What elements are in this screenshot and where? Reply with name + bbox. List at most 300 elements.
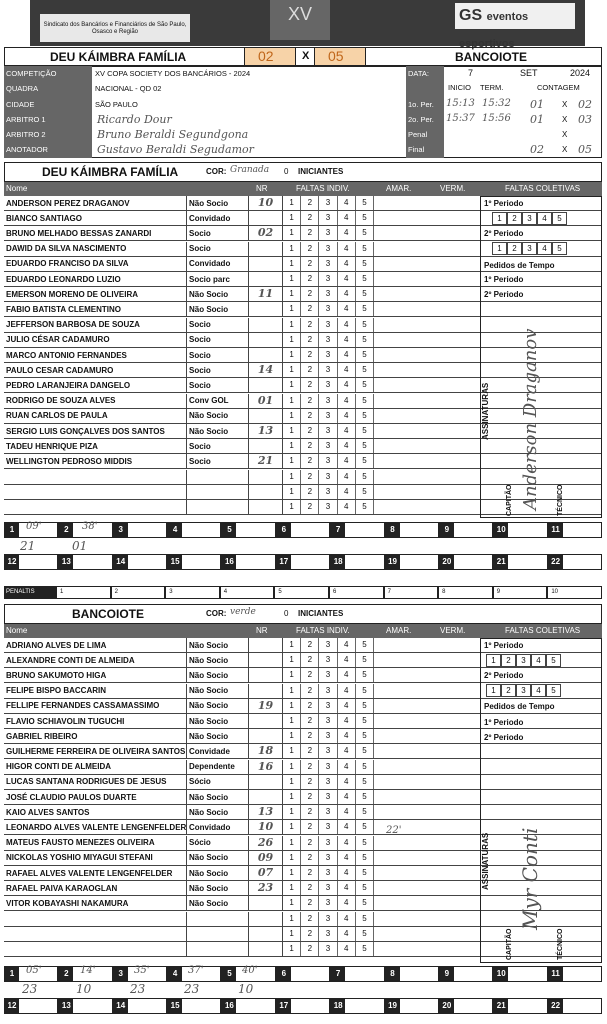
p1-b: 02 (578, 98, 592, 111)
goal-cell (276, 522, 330, 538)
fault-box: 2 (301, 226, 319, 240)
fault-box: 2 (301, 729, 319, 743)
player-status: Socio (186, 333, 248, 347)
player-faults (282, 226, 374, 240)
player-name: EMERSON MORENO DE OLIVEIRA (6, 289, 139, 299)
player-faults (282, 820, 374, 834)
fault-box: 1 (283, 287, 301, 301)
fault-box: 2 (301, 272, 319, 286)
player-status: Não Socio (186, 196, 248, 210)
team1-pedidos: Pedidos de Tempo (484, 261, 555, 270)
player-name: JULIO CÉSAR CADAMURO (6, 335, 110, 345)
fault-box: 2 (301, 866, 319, 880)
player-name: MARCO ANTONIO FERNANDES (6, 350, 127, 360)
cidade-label: CIDADE (6, 100, 35, 109)
coletiva-box: 2 (501, 654, 516, 667)
fault-box: 5 (356, 348, 374, 362)
fault-box: 1 (283, 257, 301, 271)
player-faults (282, 699, 374, 713)
goal-number: 17 (277, 999, 291, 1013)
goal-cell (276, 966, 330, 982)
goal-cell (221, 998, 275, 1014)
fault-box: 4 (338, 927, 356, 941)
player-name: RUAN CARLOS DE PAULA (6, 411, 108, 421)
fault-box: 2 (301, 896, 319, 910)
player-number (248, 348, 282, 362)
player-faults (282, 881, 374, 895)
team1-goal2-scorer: 01 (72, 539, 88, 553)
fault-box: 3 (319, 820, 337, 834)
contagem-label: CONTAGEM (537, 83, 580, 92)
fault-box: 4 (338, 226, 356, 240)
player-status: Socio (186, 348, 248, 362)
team2-col-faltas: FALTAS INDIV. (296, 626, 350, 635)
player-status: Convidado (186, 820, 248, 834)
player-number (248, 638, 282, 652)
player-faults (282, 333, 374, 347)
fault-box: 5 (356, 196, 374, 210)
player-faults (282, 363, 374, 377)
goal-number: 6 (277, 523, 291, 537)
fault-box: 5 (356, 881, 374, 895)
player-name: JOSÉ CLAUDIO PAULOS DUARTE (6, 792, 137, 802)
fault-box: 1 (283, 927, 301, 941)
player-number: 23 (248, 881, 282, 895)
fault-box: 2 (301, 912, 319, 926)
fault-box: 1 (283, 942, 301, 956)
player-name: ADRIANO ALVES DE LIMA (6, 640, 107, 650)
fault-box: 5 (356, 760, 374, 774)
team2-coletiva-p2 (486, 684, 561, 697)
player-status: Não Socio (186, 424, 248, 438)
fault-box: 1 (283, 653, 301, 667)
player-name: PAULO CESAR CADAMURO (6, 365, 114, 375)
fault-box: 5 (356, 500, 374, 514)
player-number: 10 (248, 196, 282, 210)
fault-box: 4 (338, 668, 356, 682)
fault-box: 1 (283, 454, 301, 468)
player-faults (282, 242, 374, 256)
team1-capitao: CAPITÃO (506, 484, 513, 516)
goal-cell (4, 554, 58, 570)
fault-box: 1 (283, 439, 301, 453)
fault-box: 1 (283, 348, 301, 362)
penaltis-cell: 7 (384, 586, 439, 599)
team1-iniciantes-count: 0 (284, 167, 289, 176)
goal-number: 19 (386, 555, 400, 569)
player-number: 21 (248, 454, 282, 468)
penaltis-cell: 9 (493, 586, 548, 599)
fault-box: 4 (338, 500, 356, 514)
p1-label: 1o. Per. (408, 100, 434, 109)
coletiva-box: 3 (522, 242, 537, 255)
player-number: 09 (248, 851, 282, 865)
fault-box: 5 (356, 912, 374, 926)
goal-number: 5 (222, 523, 236, 537)
fault-box: 5 (356, 866, 374, 880)
coletiva-box: 1 (492, 242, 507, 255)
player-faults (282, 668, 374, 682)
fault-box: 1 (283, 226, 301, 240)
fault-box: 1 (283, 485, 301, 499)
goal-number: 18 (331, 555, 345, 569)
data-day: 7 (468, 68, 474, 78)
fault-box: 5 (356, 302, 374, 316)
fault-box: 2 (301, 454, 319, 468)
penaltis-cell: 1 (56, 586, 111, 599)
player-status: Sócio (186, 836, 248, 850)
player-name: KAIO ALVES SANTOS (6, 807, 90, 817)
goal-cell (330, 522, 384, 538)
fault-box: 3 (319, 851, 337, 865)
goal-cell (167, 998, 221, 1014)
player-number (248, 790, 282, 804)
team2-col-nr: NR (256, 626, 268, 635)
fault-box: 5 (356, 424, 374, 438)
goal-time: 14' (80, 965, 96, 976)
fault-box: 1 (283, 668, 301, 682)
player-status (186, 942, 248, 956)
player-faults (282, 836, 374, 850)
player-status: Não Socio (186, 409, 248, 423)
fault-box: 3 (319, 394, 337, 408)
fault-box: 3 (319, 836, 337, 850)
fault-box: 2 (301, 927, 319, 941)
competicao-value: XV COPA SOCIETY DOS BANCÁRIOS - 2024 (95, 69, 251, 78)
fault-box: 2 (301, 211, 319, 225)
data-label: DATA: (408, 69, 429, 78)
fault-box: 3 (319, 653, 337, 667)
syndicate-logo (40, 14, 190, 42)
fault-box: 1 (283, 409, 301, 423)
penal-label: Penal (408, 130, 428, 139)
goal-number: 15 (168, 555, 182, 569)
fault-box: 2 (301, 714, 319, 728)
player-status: Sócio (186, 775, 248, 789)
fault-box: 4 (338, 348, 356, 362)
player-number: 07 (248, 866, 282, 880)
player-faults (282, 454, 374, 468)
fault-box: 3 (319, 302, 337, 316)
player-name: FELLIPE FERNANDES CASSAMASSIMO (6, 701, 160, 711)
player-name: EDUARDO FRANCISO DA SILVA (6, 259, 129, 269)
player-number (248, 378, 282, 392)
fault-box: 1 (283, 684, 301, 698)
goal-cell (276, 554, 330, 570)
fault-box: 4 (338, 257, 356, 271)
team2-iniciantes-count: 0 (284, 609, 289, 618)
penaltis-label: PENALTIS (4, 586, 56, 599)
player-name: HIGOR CONTI DE ALMEIDA (6, 762, 112, 772)
goal-number: 1 (5, 523, 19, 537)
fault-box: 1 (283, 820, 301, 834)
player-status (186, 912, 248, 926)
player-number: 10 (248, 820, 282, 834)
team1-tecnico: TÉCNICO (557, 484, 564, 516)
team1-assinaturas: ASSINATURAS (481, 382, 490, 440)
fault-box: 2 (301, 409, 319, 423)
fault-box: 2 (301, 760, 319, 774)
fault-box: 4 (338, 851, 356, 865)
player-faults (282, 409, 374, 423)
fault-box: 4 (338, 760, 356, 774)
fault-box: 1 (283, 805, 301, 819)
goal-scorer: 23 (184, 982, 200, 996)
goal-number: 8 (386, 967, 400, 981)
fault-box: 5 (356, 851, 374, 865)
fault-box: 4 (338, 699, 356, 713)
goal-number: 7 (331, 967, 345, 981)
coletiva-box: 3 (516, 684, 531, 697)
coletiva-box: 5 (552, 212, 567, 225)
player-name: GUILHERME FERREIRA DE OLIVEIRA SANTOS (6, 746, 186, 756)
goal-number: 21 (494, 999, 508, 1013)
fault-box: 5 (356, 638, 374, 652)
team1-coletiva-p2 (492, 242, 567, 255)
goal-number: 9 (440, 967, 454, 981)
player-faults (282, 196, 374, 210)
player-name: FABIO BATISTA CLEMENTINO (6, 304, 121, 314)
team1-iniciantes-label: INICIANTES (298, 167, 344, 176)
player-status: Não Socio (186, 729, 248, 743)
fault-box: 4 (338, 684, 356, 698)
final-a: 02 (530, 143, 544, 156)
fault-box: 3 (319, 485, 337, 499)
fault-box: 4 (338, 196, 356, 210)
fault-box: 3 (319, 318, 337, 332)
team2-capitao: CAPITÃO (506, 928, 513, 960)
team1-col-verm: VERM. (440, 184, 466, 193)
goal-number: 8 (386, 523, 400, 537)
fault-box: 5 (356, 287, 374, 301)
fault-box: 2 (301, 820, 319, 834)
fault-box: 1 (283, 699, 301, 713)
fault-box: 1 (283, 714, 301, 728)
team2-iniciantes-label: INICIANTES (298, 609, 344, 618)
fault-box: 3 (319, 638, 337, 652)
emblem-text: XV (287, 4, 312, 24)
fault-box: 1 (283, 638, 301, 652)
fault-box: 3 (319, 775, 337, 789)
player-name: LEONARDO ALVES VALENTE LENGENFELDER (6, 822, 187, 832)
goal-scorer: 10 (76, 982, 92, 996)
team2-pedidos: Pedidos de Tempo (484, 702, 555, 711)
fault-box: 4 (338, 775, 356, 789)
fault-box: 3 (319, 500, 337, 514)
player-number: 02 (248, 226, 282, 240)
fault-box: 2 (301, 881, 319, 895)
player-name: RAFAEL PAIVA KARAOGLAN (6, 883, 118, 893)
team2-col-nome: Nome (6, 626, 28, 635)
team2-col-verm: VERM. (440, 626, 466, 635)
goal-number: 6 (277, 967, 291, 981)
fault-box: 4 (338, 744, 356, 758)
player-number (248, 684, 282, 698)
fault-box: 3 (319, 226, 337, 240)
player-number (248, 500, 282, 514)
player-faults (282, 439, 374, 453)
goal-cell (221, 554, 275, 570)
team1-captain-signature: Anderson Draganov (520, 328, 541, 510)
fault-box: 4 (338, 439, 356, 453)
coletiva-box: 2 (507, 212, 522, 225)
goal-cell (493, 554, 547, 570)
goal-number: 13 (59, 555, 73, 569)
player-name: SERGIO LUIS GONÇALVES DOS SANTOS (6, 426, 165, 436)
fault-box: 3 (319, 409, 337, 423)
goal-number: 16 (222, 999, 236, 1013)
goal-cell (548, 998, 602, 1014)
team1-col-amar: AMAR. (386, 184, 412, 193)
player-status: Não Socio (186, 881, 248, 895)
fault-box: 4 (338, 394, 356, 408)
goal-cell (330, 966, 384, 982)
goal-cell (385, 522, 439, 538)
fault-box: 5 (356, 211, 374, 225)
fault-box: 2 (301, 302, 319, 316)
goal-time: 05' (26, 965, 42, 976)
coletiva-box: 2 (507, 242, 522, 255)
player-number (248, 409, 282, 423)
team2-goals-row2 (4, 998, 602, 1014)
fault-box: 2 (301, 836, 319, 850)
gs-subtext: eventos esportivos (459, 11, 529, 50)
fault-box: 1 (283, 866, 301, 880)
fault-box: 3 (319, 805, 337, 819)
anotador-label: ANOTADOR (6, 145, 48, 154)
goal-number: 3 (114, 967, 128, 981)
fault-box: 4 (338, 820, 356, 834)
coletiva-box: 4 (537, 242, 552, 255)
player-number (248, 927, 282, 941)
fault-box: 1 (283, 378, 301, 392)
fault-box: 5 (356, 805, 374, 819)
fault-box: 1 (283, 333, 301, 347)
fault-box: 4 (338, 363, 356, 377)
coletiva-box: 4 (537, 212, 552, 225)
fault-box: 3 (319, 881, 337, 895)
coletiva-box: 4 (531, 684, 546, 697)
fault-box: 4 (338, 211, 356, 225)
fault-box: 2 (301, 942, 319, 956)
player-status: Não Socio (186, 714, 248, 728)
player-status (186, 927, 248, 941)
fault-box: 2 (301, 333, 319, 347)
goal-cell (330, 554, 384, 570)
fault-box: 4 (338, 242, 356, 256)
fault-box: 5 (356, 257, 374, 271)
goal-cell (548, 966, 602, 982)
player-status: Não Socio (186, 699, 248, 713)
player-name: GABRIEL RIBEIRO (6, 731, 78, 741)
goal-number: 1 (5, 967, 19, 981)
player-name: DAWID DA SILVA NASCIMENTO (6, 244, 127, 254)
competicao-label: COMPETIÇÃO (6, 69, 57, 78)
team1-penaltis-row (4, 586, 602, 599)
fault-box: 3 (319, 714, 337, 728)
player-status: Convidado (186, 257, 248, 271)
fault-box: 4 (338, 302, 356, 316)
fault-box: 2 (301, 699, 319, 713)
player-faults (282, 272, 374, 286)
p1-a: 01 (530, 98, 544, 111)
player-faults (282, 729, 374, 743)
team1-coletiva-p1 (492, 212, 567, 225)
fault-box: 4 (338, 485, 356, 499)
goal-scorer: 23 (22, 982, 38, 996)
fault-box: 5 (356, 226, 374, 240)
team1-goal2-time: 38' (82, 521, 98, 532)
fault-box: 5 (356, 439, 374, 453)
player-name: FLAVIO SCHIAVOLIN TUGUCHI (6, 716, 125, 726)
fault-box: 5 (356, 729, 374, 743)
fault-box: 1 (283, 790, 301, 804)
fault-box: 4 (338, 378, 356, 392)
player-faults (282, 318, 374, 332)
player-faults (282, 485, 374, 499)
player-number (248, 242, 282, 256)
fault-box: 4 (338, 729, 356, 743)
goal-time: 40' (242, 965, 258, 976)
goal-time: 35' (134, 965, 150, 976)
fault-box: 4 (338, 836, 356, 850)
player-number (248, 668, 282, 682)
player-number (248, 912, 282, 926)
player-number (248, 714, 282, 728)
fault-box: 2 (301, 500, 319, 514)
player-status: Não Socio (186, 896, 248, 910)
player-number (248, 775, 282, 789)
goal-number: 3 (114, 523, 128, 537)
player-status (186, 500, 248, 514)
fault-box: 2 (301, 363, 319, 377)
player-faults (282, 684, 374, 698)
fault-box: 5 (356, 394, 374, 408)
goal-scorer: 23 (130, 982, 146, 996)
player-number (248, 485, 282, 499)
fault-box: 2 (301, 257, 319, 271)
player-status: Convidade (186, 744, 248, 758)
player-number (248, 272, 282, 286)
penaltis-cell: 8 (438, 586, 493, 599)
team1-col-nome: Nome (6, 184, 28, 193)
goal-number: 12 (5, 999, 19, 1013)
fault-box: 5 (356, 242, 374, 256)
coletiva-box: 5 (546, 684, 561, 697)
fault-box: 2 (301, 378, 319, 392)
fault-box: 5 (356, 927, 374, 941)
player-faults (282, 912, 374, 926)
player-status: Não Socio (186, 653, 248, 667)
team2-name: BANCOIOTE (72, 607, 144, 621)
fault-box: 3 (319, 439, 337, 453)
player-status: Não Socio (186, 302, 248, 316)
goal-number: 7 (331, 523, 345, 537)
player-status: Não Socio (186, 668, 248, 682)
player-name: LUCAS SANTANA RODRIGUES DE JESUS (6, 777, 167, 787)
player-number (248, 211, 282, 225)
player-faults (282, 851, 374, 865)
fault-box: 4 (338, 881, 356, 895)
fault-box: 1 (283, 744, 301, 758)
team1-ped-p2: 2º Periodo (484, 290, 524, 299)
player-faults (282, 775, 374, 789)
fault-box: 4 (338, 942, 356, 956)
goal-cell (58, 554, 112, 570)
fault-box: 2 (301, 805, 319, 819)
fault-box: 3 (319, 242, 337, 256)
fault-box: 3 (319, 866, 337, 880)
